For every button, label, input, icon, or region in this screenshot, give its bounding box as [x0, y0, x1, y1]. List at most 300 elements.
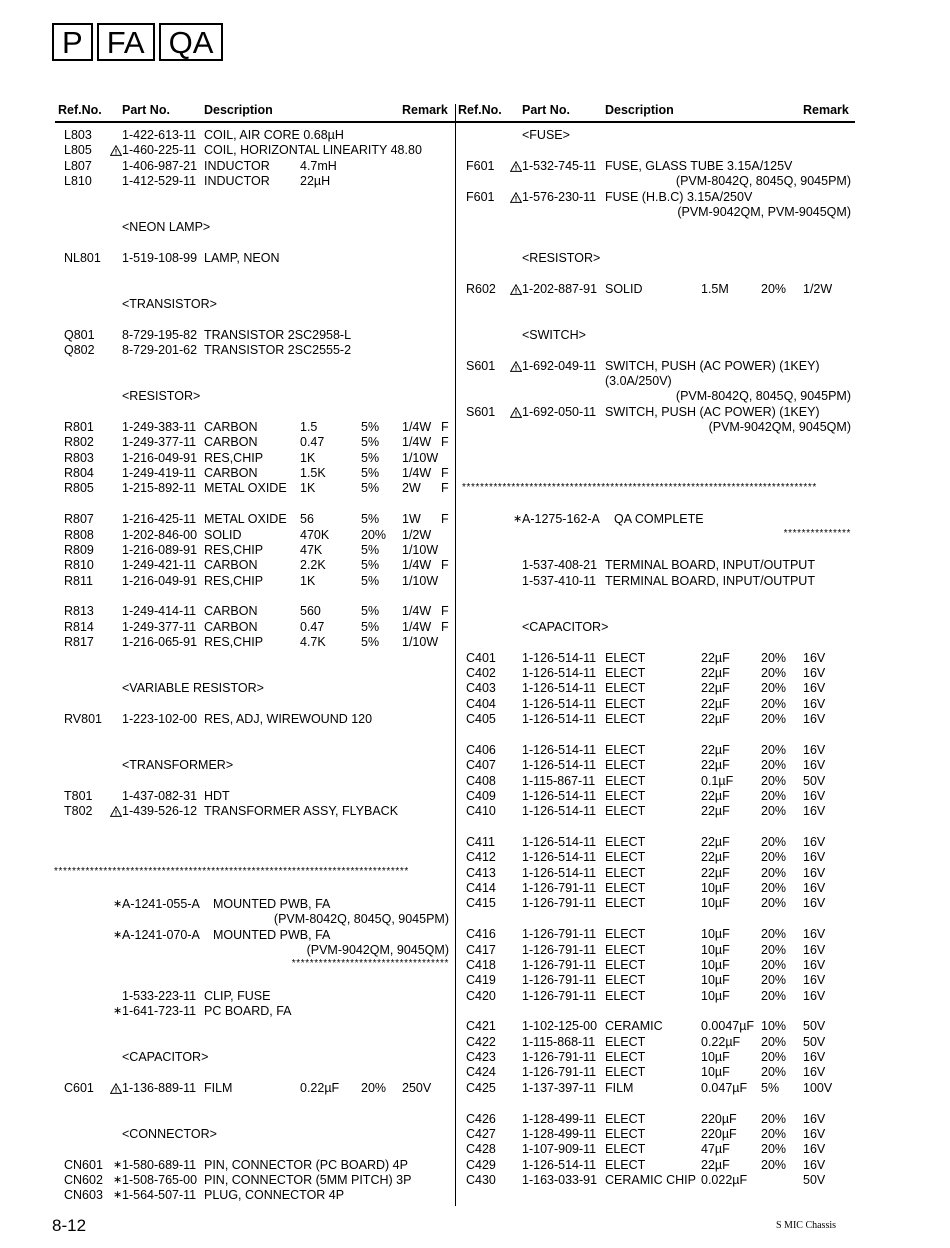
part-no: 1-202-846-00	[122, 528, 198, 542]
rating: 16V	[803, 789, 826, 803]
rating: 16V	[803, 743, 826, 757]
rating: 16V	[803, 927, 826, 941]
description: ELECT	[605, 881, 646, 895]
value: 22µF	[701, 712, 730, 726]
ref-no: F601	[466, 159, 495, 173]
ref-no: C418	[466, 958, 496, 972]
tolerance: 20%	[761, 1127, 787, 1141]
ref-no: C403	[466, 681, 496, 695]
description: ELECT	[605, 1050, 646, 1064]
ref-no: C427	[466, 1127, 496, 1141]
rating: 16V	[803, 958, 826, 972]
description: ELECT	[605, 758, 646, 772]
tolerance: 10%	[761, 1019, 787, 1033]
description: CARBON	[204, 466, 258, 480]
description: ELECT	[605, 804, 646, 818]
safety-warning-icon	[510, 407, 522, 418]
ref-no: R803	[64, 451, 94, 465]
value: 0.0047µF	[701, 1019, 755, 1033]
part-no: 1-126-791-11	[522, 881, 597, 895]
description: MOUNTED PWB, FA	[213, 928, 331, 942]
part-no: 1-115-867-11	[522, 774, 596, 788]
description: ELECT	[605, 1035, 646, 1049]
tolerance: 20%	[361, 1081, 387, 1095]
tolerance: 5%	[361, 604, 380, 618]
description: SWITCH, PUSH (AC POWER) (1KEY)	[605, 359, 820, 373]
separator-stars: *******************************************************************************	[54, 866, 409, 877]
value: 10µF	[701, 943, 730, 957]
fuse-flag: F	[441, 420, 449, 434]
rating: 50V	[803, 1173, 826, 1187]
rating: 16V	[803, 1065, 826, 1079]
description: CARBON	[204, 558, 258, 572]
part-no: 1-692-050-11	[522, 405, 597, 419]
ref-no: Q802	[64, 343, 95, 357]
ref-no: C426	[466, 1112, 496, 1126]
description: CERAMIC	[605, 1019, 663, 1033]
part-no: 1-126-791-11	[522, 989, 597, 1003]
ref-no: C420	[466, 989, 496, 1003]
rating: 50V	[803, 1019, 826, 1033]
value: 22µF	[701, 789, 730, 803]
ref-no: R809	[64, 543, 94, 557]
tolerance: 20%	[761, 866, 787, 880]
ref-no: R813	[64, 604, 94, 618]
ref-no: C404	[466, 697, 496, 711]
part-no: 1-126-514-11	[522, 835, 597, 849]
value: 10µF	[701, 927, 730, 941]
part-no: A-1275-162-A	[522, 512, 600, 526]
part-no: 1-249-421-11	[122, 558, 197, 572]
section-heading: <SWITCH>	[522, 328, 586, 342]
value: 10µF	[701, 1065, 730, 1079]
part-no: 1-216-425-11	[122, 512, 197, 526]
asterisk-mark-icon: ∗	[113, 1189, 123, 1201]
rating: 16V	[803, 697, 826, 711]
section-heading: <RESISTOR>	[122, 389, 201, 403]
description: ELECT	[605, 1112, 646, 1126]
part-no: 1-692-049-11	[522, 359, 597, 373]
description: ELECT	[605, 651, 646, 665]
fuse-flag: F	[441, 435, 449, 449]
part-no: 1-439-526-12	[122, 804, 198, 818]
description: PIN, CONNECTOR (PC BOARD) 4P	[204, 1158, 408, 1172]
ref-no: C428	[466, 1142, 496, 1156]
value: 0.1µF	[701, 774, 734, 788]
section-heading: <NEON LAMP>	[122, 220, 211, 234]
part-no: 1-406-987-21	[122, 159, 198, 173]
ref-no: R808	[64, 528, 94, 542]
col-header-description: Description	[204, 103, 273, 117]
part-no: 1-126-791-11	[522, 1065, 597, 1079]
model-note: (PVM-9042QM, PVM-9045QM)	[677, 205, 851, 219]
value: 10µF	[701, 881, 730, 895]
tolerance: 20%	[761, 743, 787, 757]
part-no: 1-249-377-11	[122, 620, 197, 634]
description: ELECT	[605, 943, 646, 957]
ref-no: R810	[64, 558, 94, 572]
part-no: 1-412-529-11	[122, 174, 197, 188]
ref-no: C402	[466, 666, 496, 680]
part-no: 1-216-065-91	[122, 635, 198, 649]
tolerance: 5%	[361, 466, 380, 480]
value: 22µH	[300, 174, 331, 188]
part-no: 1-249-383-11	[122, 420, 197, 434]
description: MOUNTED PWB, FA	[213, 897, 331, 911]
description: ELECT	[605, 866, 646, 880]
value: 10µF	[701, 989, 730, 1003]
rating: 16V	[803, 1050, 826, 1064]
ref-no: C429	[466, 1158, 496, 1172]
tolerance: 20%	[761, 896, 787, 910]
fuse-flag: F	[441, 620, 449, 634]
part-no: 1-216-049-91	[122, 574, 198, 588]
description: TRANSISTOR 2SC2555-2	[204, 343, 352, 357]
part-no: 1-107-909-11	[522, 1142, 597, 1156]
value: 220µF	[701, 1112, 737, 1126]
value: 10µF	[701, 973, 730, 987]
safety-warning-icon	[110, 145, 122, 156]
safety-warning-icon	[510, 284, 522, 295]
tolerance: 20%	[761, 943, 787, 957]
ref-no: C406	[466, 743, 496, 757]
ref-no: CN601	[64, 1158, 103, 1172]
value: 0.22µF	[701, 1035, 741, 1049]
section-heading: <FUSE>	[522, 128, 570, 142]
tolerance: 20%	[761, 666, 787, 680]
part-no: 1-126-514-11	[522, 651, 597, 665]
ref-no: T802	[64, 804, 93, 818]
part-no: 1-126-514-11	[522, 758, 597, 772]
part-no: 1-126-791-11	[522, 973, 597, 987]
rating: 16V	[803, 758, 826, 772]
description: ELECT	[605, 1142, 646, 1156]
description: ELECT	[605, 927, 646, 941]
value: 470K	[300, 528, 330, 542]
description: QA COMPLETE	[614, 512, 704, 526]
ref-no: C417	[466, 943, 496, 957]
description: INDUCTOR	[204, 174, 270, 188]
col-header-description: Description	[605, 103, 674, 117]
part-no: 1-576-230-11	[522, 190, 597, 204]
part-no: 1-437-082-31	[122, 789, 198, 803]
section-heading: <CAPACITOR>	[522, 620, 609, 634]
description: ELECT	[605, 743, 646, 757]
value: 22µF	[701, 681, 730, 695]
ref-no: Q801	[64, 328, 95, 342]
part-no: 1-126-791-11	[522, 927, 597, 941]
description: FILM	[204, 1081, 233, 1095]
part-no: A-1241-055-A	[122, 897, 200, 911]
section-box-qa: QA	[159, 23, 224, 61]
fuse-flag: F	[441, 512, 449, 526]
rating: 16V	[803, 804, 826, 818]
rating: 1/2W	[402, 528, 432, 542]
ref-no: C407	[466, 758, 496, 772]
description: LAMP, NEON	[204, 251, 280, 265]
value: 22µF	[701, 866, 730, 880]
part-no: 1-163-033-91	[522, 1173, 598, 1187]
description: COIL, AIR CORE 0.68µH	[204, 128, 344, 142]
part-no: 1-580-689-11	[122, 1158, 197, 1172]
value: 2.2K	[300, 558, 326, 572]
rating: 16V	[803, 943, 826, 957]
ref-no: R804	[64, 466, 94, 480]
tolerance: 20%	[761, 958, 787, 972]
value: 4.7K	[300, 635, 326, 649]
part-no: 1-136-889-11	[122, 1081, 197, 1095]
value: 47µF	[701, 1142, 730, 1156]
description: ELECT	[605, 850, 646, 864]
tolerance: 20%	[761, 1158, 787, 1172]
description: RES,CHIP	[204, 635, 264, 649]
tolerance: 20%	[761, 1050, 787, 1064]
rating: 16V	[803, 1127, 826, 1141]
part-no: 1-641-723-11	[122, 1004, 197, 1018]
model-note: (PVM-8042Q, 8045Q, 9045PM)	[675, 389, 851, 403]
rating: 1/10W	[402, 635, 439, 649]
description: TERMINAL BOARD, INPUT/OUTPUT	[605, 558, 815, 572]
description: TRANSFORMER ASSY, FLYBACK	[204, 804, 399, 818]
value: 1K	[300, 481, 316, 495]
rating: 16V	[803, 666, 826, 680]
ref-no: C412	[466, 850, 496, 864]
tolerance: 20%	[761, 282, 787, 296]
value: 0.22µF	[300, 1081, 340, 1095]
part-no: 1-537-408-21	[522, 558, 598, 572]
value: 560	[300, 604, 321, 618]
tolerance: 20%	[761, 835, 787, 849]
tolerance: 20%	[761, 850, 787, 864]
rating: 16V	[803, 866, 826, 880]
description: CARBON	[204, 420, 258, 434]
part-no: 1-126-514-11	[522, 666, 597, 680]
rating: 1/4W	[402, 420, 432, 434]
tolerance: 5%	[361, 543, 380, 557]
tolerance: 5%	[361, 635, 380, 649]
rating: 16V	[803, 850, 826, 864]
value: 1K	[300, 574, 316, 588]
model-note: (PVM-9042QM, 9045QM)	[708, 420, 851, 434]
rating: 1/2W	[803, 282, 833, 296]
description: FUSE (H.B.C) 3.15A/250V	[605, 190, 753, 204]
ref-no: C415	[466, 896, 496, 910]
rating: 1/10W	[402, 451, 439, 465]
section-heading: <CONNECTOR>	[122, 1127, 217, 1141]
description: RES,CHIP	[204, 543, 264, 557]
fuse-flag: F	[441, 466, 449, 480]
tolerance: 5%	[361, 451, 380, 465]
description: METAL OXIDE	[204, 512, 287, 526]
section-heading: <TRANSISTOR>	[122, 297, 217, 311]
description: ELECT	[605, 973, 646, 987]
description: ELECT	[605, 697, 646, 711]
value: 10µF	[701, 958, 730, 972]
rating: 50V	[803, 774, 826, 788]
part-no: 1-126-514-11	[522, 681, 597, 695]
safety-warning-icon	[510, 161, 522, 172]
value: 22µF	[701, 835, 730, 849]
part-no: 1-249-419-11	[122, 466, 197, 480]
part-no: 1-422-613-11	[122, 128, 197, 142]
tolerance: 5%	[361, 620, 380, 634]
rating: 1/10W	[402, 574, 439, 588]
asterisk-mark-icon: ∗	[113, 929, 123, 941]
rating: 50V	[803, 1035, 826, 1049]
section-tabs	[52, 23, 223, 61]
part-no: 1-126-514-11	[522, 866, 597, 880]
description: ELECT	[605, 989, 646, 1003]
rating: 1/10W	[402, 543, 439, 557]
part-no: 1-533-223-11	[122, 989, 197, 1003]
tolerance: 5%	[361, 574, 380, 588]
ref-no: RV801	[64, 712, 102, 726]
part-no: 8-729-201-62	[122, 343, 198, 357]
tolerance: 20%	[761, 712, 787, 726]
value: 22µF	[701, 666, 730, 680]
rating: 16V	[803, 712, 826, 726]
rating: 16V	[803, 651, 826, 665]
col-header-part: Part No.	[522, 103, 570, 117]
part-no: 1-215-892-11	[122, 481, 197, 495]
ref-no: C425	[466, 1081, 496, 1095]
tolerance: 20%	[761, 927, 787, 941]
description: ELECT	[605, 896, 646, 910]
value: 22µF	[701, 758, 730, 772]
rating: 16V	[803, 881, 826, 895]
part-no: 1-128-499-11	[522, 1127, 597, 1141]
part-no: 1-126-791-11	[522, 1050, 597, 1064]
col-header-remark: Remark	[402, 103, 448, 117]
tolerance: 20%	[761, 881, 787, 895]
part-no: 1-532-745-11	[522, 159, 597, 173]
rating: 1/4W	[402, 604, 432, 618]
ref-no: C405	[466, 712, 496, 726]
value: 22µF	[701, 804, 730, 818]
part-no: 1-564-507-11	[122, 1188, 197, 1202]
ref-no: C422	[466, 1035, 496, 1049]
description: ELECT	[605, 712, 646, 726]
ref-no: R817	[64, 635, 94, 649]
value: 22µF	[701, 697, 730, 711]
rating: 1/4W	[402, 558, 432, 572]
value: 56	[300, 512, 314, 526]
ref-no: R807	[64, 512, 94, 526]
col-header-ref: Ref.No.	[458, 103, 502, 117]
description: CARBON	[204, 620, 258, 634]
tolerance: 20%	[761, 1065, 787, 1079]
model-note: (PVM-8042Q, 8045Q, 9045PM)	[273, 912, 449, 926]
col-header-part: Part No.	[122, 103, 170, 117]
description: CERAMIC CHIP	[605, 1173, 696, 1187]
separator-stars: ***************	[783, 528, 851, 539]
tolerance: 20%	[361, 528, 387, 542]
description: PLUG, CONNECTOR 4P	[204, 1188, 345, 1202]
tolerance: 5%	[361, 435, 380, 449]
page-number: 8-12	[52, 1216, 87, 1235]
description: CARBON	[204, 604, 258, 618]
safety-warning-icon	[110, 806, 122, 817]
part-no: 1-126-514-11	[522, 743, 597, 757]
value: 1.5M	[701, 282, 729, 296]
part-no: 1-249-414-11	[122, 604, 197, 618]
tolerance: 20%	[761, 697, 787, 711]
part-no: 8-729-195-82	[122, 328, 198, 342]
rating: 1/4W	[402, 435, 432, 449]
rating: 16V	[803, 835, 826, 849]
section-box-fa: FA	[97, 23, 155, 61]
tolerance: 20%	[761, 774, 787, 788]
rating: 1/4W	[402, 620, 432, 634]
safety-warning-icon	[510, 361, 522, 372]
value: 22µF	[701, 651, 730, 665]
asterisk-mark-icon: ∗	[113, 1005, 123, 1017]
part-no: 1-216-089-91	[122, 543, 198, 557]
asterisk-mark-icon: ∗	[113, 1159, 123, 1171]
value: 22µF	[701, 850, 730, 864]
fuse-flag: F	[441, 558, 449, 572]
rating: 1W	[402, 512, 421, 526]
ref-no: C430	[466, 1173, 496, 1187]
part-no: 1-460-225-11	[122, 143, 197, 157]
tolerance: 5%	[361, 420, 380, 434]
description: ELECT	[605, 789, 646, 803]
rating: 16V	[803, 1112, 826, 1126]
part-no: 1-126-514-11	[522, 1158, 597, 1172]
part-no: 1-126-514-11	[522, 712, 597, 726]
description: SOLID	[605, 282, 643, 296]
rating: 100V	[803, 1081, 833, 1095]
description: ELECT	[605, 835, 646, 849]
section-heading: <VARIABLE RESISTOR>	[122, 681, 264, 695]
model-note: (PVM-8042Q, 8045Q, 9045PM)	[675, 174, 851, 188]
part-no: 1-128-499-11	[522, 1112, 597, 1126]
ref-no: R801	[64, 420, 94, 434]
description: RES,CHIP	[204, 451, 264, 465]
description: PIN, CONNECTOR (5MM PITCH) 3P	[204, 1173, 412, 1187]
ref-no: L805	[64, 143, 92, 157]
part-no: 1-508-765-00	[122, 1173, 198, 1187]
description: SWITCH, PUSH (AC POWER) (1KEY)	[605, 405, 820, 419]
col-header-remark: Remark	[803, 103, 849, 117]
part-no: 1-137-397-11	[522, 1081, 597, 1095]
ref-no: C413	[466, 866, 496, 880]
value: 4.7mH	[300, 159, 337, 173]
part-no: 1-126-514-11	[522, 697, 597, 711]
ref-no: L803	[64, 128, 92, 142]
ref-no: C601	[64, 1081, 94, 1095]
ref-no: L807	[64, 159, 92, 173]
rating: 250V	[402, 1081, 432, 1095]
ref-no: C416	[466, 927, 496, 941]
ref-no: C408	[466, 774, 496, 788]
part-no: 1-126-791-11	[522, 896, 597, 910]
tolerance: 20%	[761, 651, 787, 665]
part-no: 1-519-108-99	[122, 251, 198, 265]
value: 22µF	[701, 743, 730, 757]
ref-no: C424	[466, 1065, 496, 1079]
tolerance: 20%	[761, 1035, 787, 1049]
part-no: 1-223-102-00	[122, 712, 198, 726]
part-no: 1-249-377-11	[122, 435, 197, 449]
description: ELECT	[605, 958, 646, 972]
description: ELECT	[605, 1065, 646, 1079]
tolerance: 20%	[761, 758, 787, 772]
description: PC BOARD, FA	[204, 1004, 292, 1018]
ref-no: C410	[466, 804, 496, 818]
ref-no: CN602	[64, 1173, 103, 1187]
rating: 1/4W	[402, 466, 432, 480]
